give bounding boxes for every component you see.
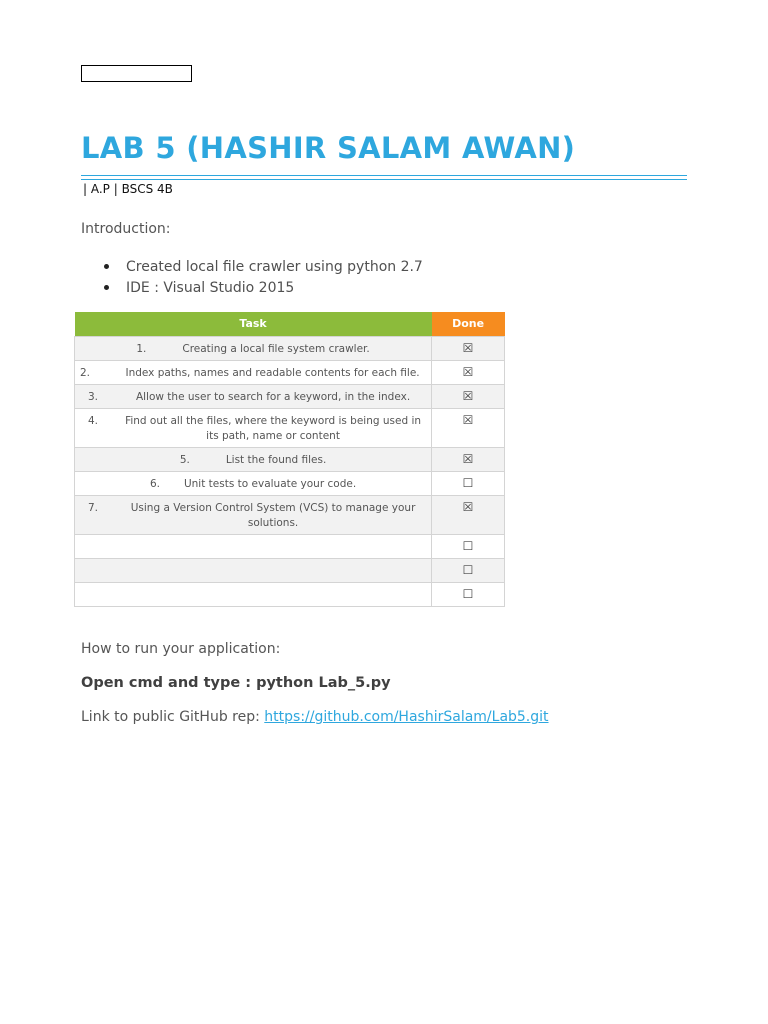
github-link-line bbox=[81, 709, 549, 725]
intro-heading: Introduction: bbox=[81, 221, 171, 237]
done-checkbox[interactable]: ☒ bbox=[432, 360, 505, 384]
task-number: 5. bbox=[179, 453, 190, 466]
table-row bbox=[75, 360, 505, 384]
table-row bbox=[75, 384, 505, 408]
task-cell bbox=[75, 471, 432, 495]
intro-bullet-list bbox=[104, 256, 423, 298]
task-number: 6. bbox=[149, 477, 160, 490]
bullet-icon bbox=[104, 264, 109, 269]
github-link-prefix: Link to public GitHub rep: bbox=[81, 709, 265, 725]
bullet-text: IDE : Visual Studio 2015 bbox=[126, 279, 295, 296]
table-row bbox=[75, 558, 505, 582]
done-checkbox[interactable]: ☒ bbox=[432, 495, 505, 534]
task-number: 1. bbox=[136, 342, 147, 355]
done-checkbox[interactable]: ☐ bbox=[432, 534, 505, 558]
table-row bbox=[75, 534, 505, 558]
task-cell bbox=[75, 582, 432, 606]
task-text: Allow the user to search for a keyword, in the index. bbox=[135, 390, 411, 403]
task-cell bbox=[75, 558, 432, 582]
bullet-icon bbox=[104, 285, 109, 290]
task-number: 7. bbox=[88, 501, 99, 514]
task-cell bbox=[75, 447, 432, 471]
done-checkbox[interactable]: ☐ bbox=[432, 582, 505, 606]
done-checkbox[interactable]: ☒ bbox=[432, 336, 505, 360]
title-rule-bottom bbox=[81, 179, 687, 180]
document-subtitle: | A.P | BSCS 4B bbox=[83, 182, 173, 196]
table-row bbox=[75, 336, 505, 360]
task-cell bbox=[75, 534, 432, 558]
table-row bbox=[75, 471, 505, 495]
task-number: 2. bbox=[80, 366, 91, 379]
task-number: 3. bbox=[88, 390, 99, 403]
task-cell bbox=[75, 336, 432, 360]
task-text: Unit tests to evaluate your code. bbox=[183, 477, 357, 490]
task-cell bbox=[75, 360, 432, 384]
table-header-row bbox=[75, 312, 505, 336]
table-row bbox=[75, 582, 505, 606]
done-checkbox[interactable]: ☐ bbox=[432, 558, 505, 582]
done-checkbox[interactable]: ☒ bbox=[432, 384, 505, 408]
task-text: Index paths, names and readable contents for each file. bbox=[125, 366, 420, 379]
task-text: Using a Version Control System (VCS) to manage your solutions. bbox=[130, 501, 416, 529]
list-item bbox=[104, 277, 423, 298]
table-row bbox=[75, 495, 505, 534]
done-checkbox[interactable]: ☒ bbox=[432, 408, 505, 447]
bullet-text: Created local file crawler using python 2.7 bbox=[126, 258, 423, 275]
github-link[interactable]: https://github.com/HashirSalam/Lab5.git bbox=[264, 709, 549, 725]
run-command: Open cmd and type : python Lab_5.py bbox=[81, 675, 391, 691]
run-heading: How to run your application: bbox=[81, 641, 281, 657]
name-placeholder-box bbox=[81, 65, 192, 82]
task-text: Find out all the files, where the keyword is being used in its path, name or content bbox=[125, 414, 422, 442]
done-checkbox[interactable]: ☒ bbox=[432, 447, 505, 471]
task-table bbox=[74, 312, 505, 607]
document-title: LAB 5 (HASHIR SALAM AWAN) bbox=[81, 131, 576, 165]
table-row bbox=[75, 408, 505, 447]
table-row bbox=[75, 447, 505, 471]
done-checkbox[interactable]: ☐ bbox=[432, 471, 505, 495]
done-column-header: Done bbox=[432, 312, 505, 336]
task-number: 4. bbox=[88, 414, 99, 427]
task-column-header: Task bbox=[75, 312, 432, 336]
task-cell bbox=[75, 495, 432, 534]
task-text: Creating a local file system crawler. bbox=[182, 342, 370, 355]
title-rule-top bbox=[81, 175, 687, 176]
list-item bbox=[104, 256, 423, 277]
task-text: List the found files. bbox=[225, 453, 327, 466]
task-cell bbox=[75, 384, 432, 408]
task-cell bbox=[75, 408, 432, 447]
